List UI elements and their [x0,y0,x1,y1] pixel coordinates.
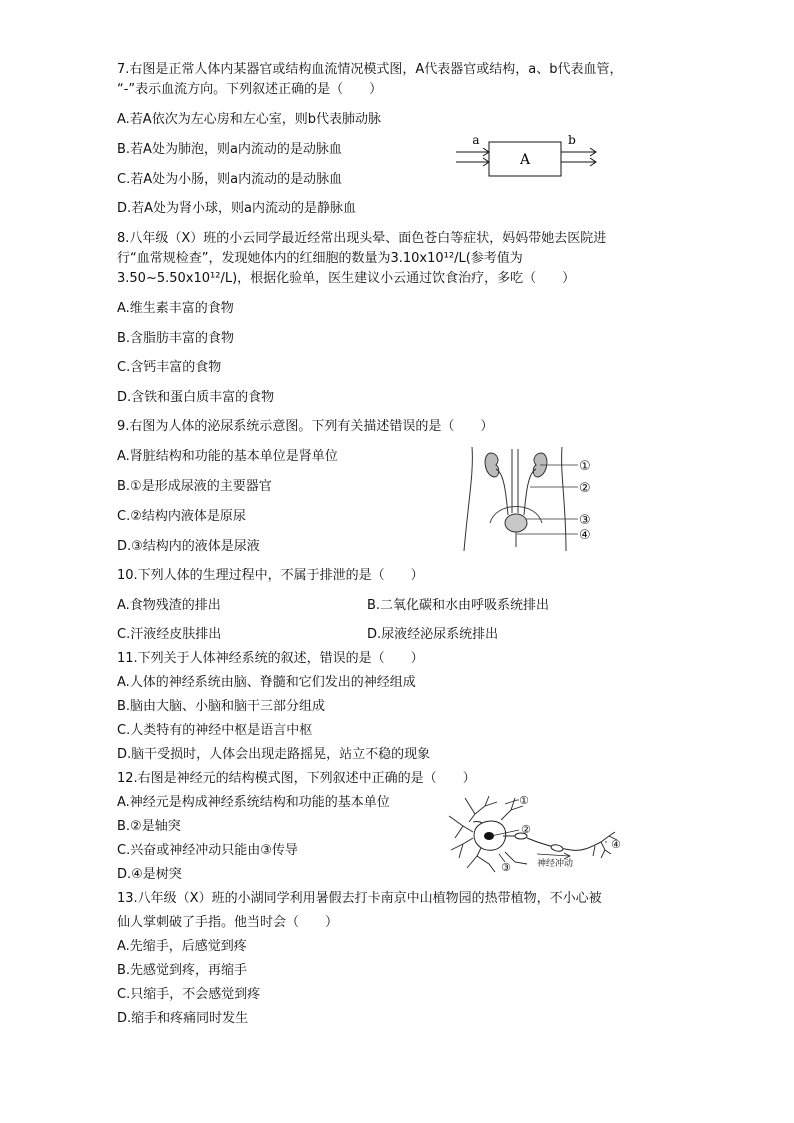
neuron-label-1: ① [519,794,529,807]
q9-stem: 9.右图为人体的泌尿系统示意图。下列有关描述错误的是（ ） [117,419,494,434]
q12-stem: 12.右图是神经元的结构模式图，下列叙述中正确的是（ ） [117,771,476,786]
q11-option-d: D.脑干受损时，人体会出现走路摇晃，站立不稳的现象 [117,747,431,762]
q10-option-d: D.尿液经泌尿系统排出 [367,627,499,642]
urinary-label-3: ③ [579,513,591,528]
neuron-impulse-caption: 神经冲动 [537,859,574,869]
q10-option-c: C.汗液经皮肤排出 [117,627,222,642]
q11-stem: 11.下列关于人体神经系统的叙述，错误的是（ ） [117,651,424,666]
q7-option-a: A.若A依次为左心房和左心室，则b代表肺动脉 [117,112,381,127]
q12-option-a: A.神经元是构成神经系统结构和功能的基本单位 [117,795,390,810]
q12-option-c: C.兴奋或神经冲动只能由③传导 [117,843,298,858]
q13-option-c: C.只缩手，不会感觉到疼 [117,987,261,1002]
diagram-label-a: a [472,133,480,147]
q9-option-d: D.③结构内的液体是尿液 [117,539,260,554]
q8-option-c: C.含钙丰富的食物 [117,360,222,375]
q13-option-a: A.先缩手，后感觉到疼 [117,939,247,954]
q13-option-b: B.先感觉到疼，再缩手 [117,963,248,978]
neuron-label-2: ② [521,823,531,836]
q7-option-c: C.若A处为小肠，则a内流动的是动脉血 [117,172,343,187]
neuron-diagram [445,792,630,874]
q13-stem-line1: 13.八年级（X）班的小湖同学利用暑假去打卡南京中山植物园的热带植物，不小心被 [117,891,602,906]
q7-option-d: D.若A处为肾小球，则a内流动的是静脉血 [117,201,357,216]
q11-option-a: A.人体的神经系统由脑、脊髓和它们发出的神经组成 [117,675,416,690]
q9-option-a: A.肾脏结构和功能的基本单位是肾单位 [117,449,338,464]
q8-option-b: B.含脂肪丰富的食物 [117,331,235,346]
diagram-box-label: A [519,152,531,168]
q7-stem-line1: 7.右图是正常人体内某器官或结构血流情况模式图，A代表器官或结构，a、b代表血管， [117,62,623,77]
q8-stem-line2: 行“血常规检查”，发现她体内的红细胞的数量为3.10x10¹²/L(参考值为 [117,251,523,266]
q9-option-c: C.②结构内液体是原尿 [117,509,246,524]
q10-stem: 10.下列人体的生理过程中，不属于排泄的是（ ） [117,568,424,583]
neuron-label-4: ④ [611,838,621,851]
q13-option-d: D.缩手和疼痛同时发生 [117,1011,249,1026]
q11-option-c: C.人类特有的神经中枢是语言中枢 [117,723,313,738]
q12-option-b: B.②是轴突 [117,819,181,834]
q7-option-b: B.若A处为肺泡，则a内流动的是动脉血 [117,142,342,157]
q8-stem-line3: 3.50~5.50x10¹²/L)，根据化验单，医生建议小云通过饮食治疗，多吃（ ） [117,271,576,286]
urinary-system-diagram [460,443,605,553]
q8-stem-line1: 8.八年级（X）班的小云同学最近经常出现头晕、面色苍白等症状，妈妈带她去医院进 [117,231,607,246]
neuron-label-3: ③ [501,861,511,874]
q10-option-b: B.二氧化碳和水由呼吸系统排出 [367,598,550,613]
urinary-label-1: ① [579,459,591,474]
q9-option-b: B.①是形成尿液的主要器官 [117,479,272,494]
q7-stem-line2: “-”表示血流方向。下列叙述正确的是（ ） [117,82,383,97]
q12-option-d: D.④是树突 [117,867,182,882]
diagram-label-b: b [568,133,576,147]
blood-flow-diagram [452,132,602,180]
q13-stem-line2: 仙人掌刺破了手指。他当时会（ ） [117,915,339,930]
q8-option-d: D.含铁和蛋白质丰富的食物 [117,390,275,405]
q11-option-b: B.脑由大脑、小脑和脑干三部分组成 [117,699,326,714]
q8-option-a: A.维生素丰富的食物 [117,301,234,316]
urinary-label-4: ④ [579,528,591,543]
urinary-label-2: ② [579,481,591,496]
q10-option-a: A.食物残渣的排出 [117,598,221,613]
